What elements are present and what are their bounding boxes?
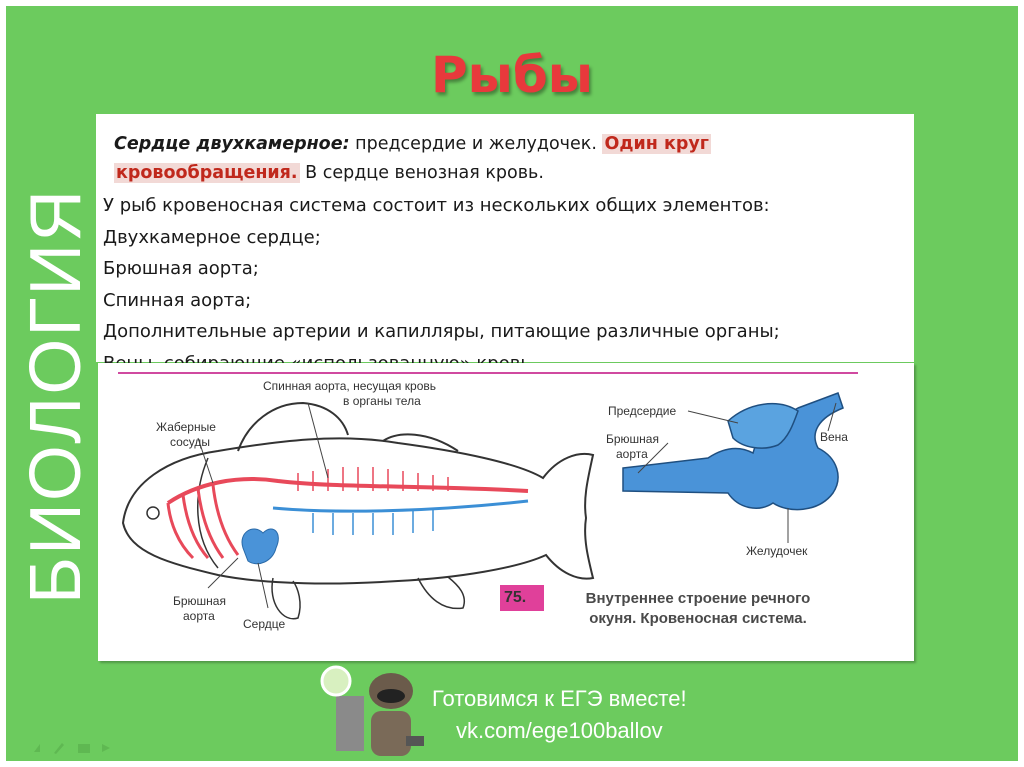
caption-line: окуня. Кровеносная система. xyxy=(589,610,807,627)
body-line: Двухкамерное сердце; xyxy=(103,226,321,248)
gill-cover xyxy=(198,458,218,568)
nav-back-icon[interactable] xyxy=(34,744,40,752)
body-line: Дополнительные артерии и капилляры, питающие различные органы; xyxy=(103,321,780,342)
intro-text-a: предсердие и желудочек. xyxy=(349,134,603,154)
caption-line: Внутреннее строение речного xyxy=(585,590,811,607)
body-line: Спинная аорта; xyxy=(103,289,252,311)
nav-pen-icon[interactable] xyxy=(54,743,64,754)
intro-text-b: В сердце венозная кровь. xyxy=(299,163,544,183)
footer-slogan: Готовимся к ЕГЭ вместе! xyxy=(432,686,687,711)
label-heart: Сердце xyxy=(243,617,286,631)
body-text xyxy=(103,190,780,379)
mascot-raccoon-image xyxy=(306,656,426,761)
anal-fin xyxy=(418,577,464,608)
label-heart-ventral-2: аорта xyxy=(616,447,648,461)
label-vein: Вена xyxy=(820,430,848,444)
vertical-title xyxy=(6,186,106,606)
footer-link[interactable]: vk.com/ege100ballov xyxy=(456,718,663,743)
intro-highlight-b: кровообращения. xyxy=(116,163,298,183)
dorsal-fin-front xyxy=(238,403,348,451)
fish-eye xyxy=(147,507,159,519)
intro-text xyxy=(114,130,774,188)
label-spinal-aorta-2: в органы тела xyxy=(343,394,421,408)
nav-menu-icon[interactable] xyxy=(78,744,90,753)
label-atrium: Предсердие xyxy=(608,404,677,418)
label-gill-2: сосуды xyxy=(170,435,211,449)
label-spinal-aorta-1: Спинная аорта, несущая кровь xyxy=(263,379,436,393)
main-vein-vessel xyxy=(273,501,528,511)
spinal-aorta-vessel xyxy=(168,479,528,503)
vertical-title-text: БИОЛОГИЯ xyxy=(16,187,96,605)
fish-heart xyxy=(242,529,278,564)
fish-circulation-figure xyxy=(98,363,914,661)
vein-capillaries xyxy=(313,509,433,535)
slide xyxy=(6,6,1018,761)
figure-caption xyxy=(548,589,848,629)
slide-nav-icons xyxy=(32,740,132,756)
intro-highlight-a: Один круг xyxy=(604,134,709,154)
label-ventral-2: аорта xyxy=(183,609,215,623)
nav-forward-icon[interactable] xyxy=(102,744,110,752)
label-gill-1: Жаберные xyxy=(156,420,216,434)
body-line: Брюшная аорта; xyxy=(103,258,259,279)
intro-label: Сердце двухкамерное: xyxy=(114,134,350,154)
body-line: У рыб кровеносная система состоит из нескольких общих элементов: xyxy=(103,195,770,216)
label-ventral-1: Брюшная xyxy=(173,594,226,608)
label-heart-ventral-1: Брюшная xyxy=(606,432,659,446)
label-ventricle: Желудочек xyxy=(746,544,808,558)
figure-number: 75. xyxy=(504,589,527,606)
slide-title: Рыбы xyxy=(431,46,593,104)
